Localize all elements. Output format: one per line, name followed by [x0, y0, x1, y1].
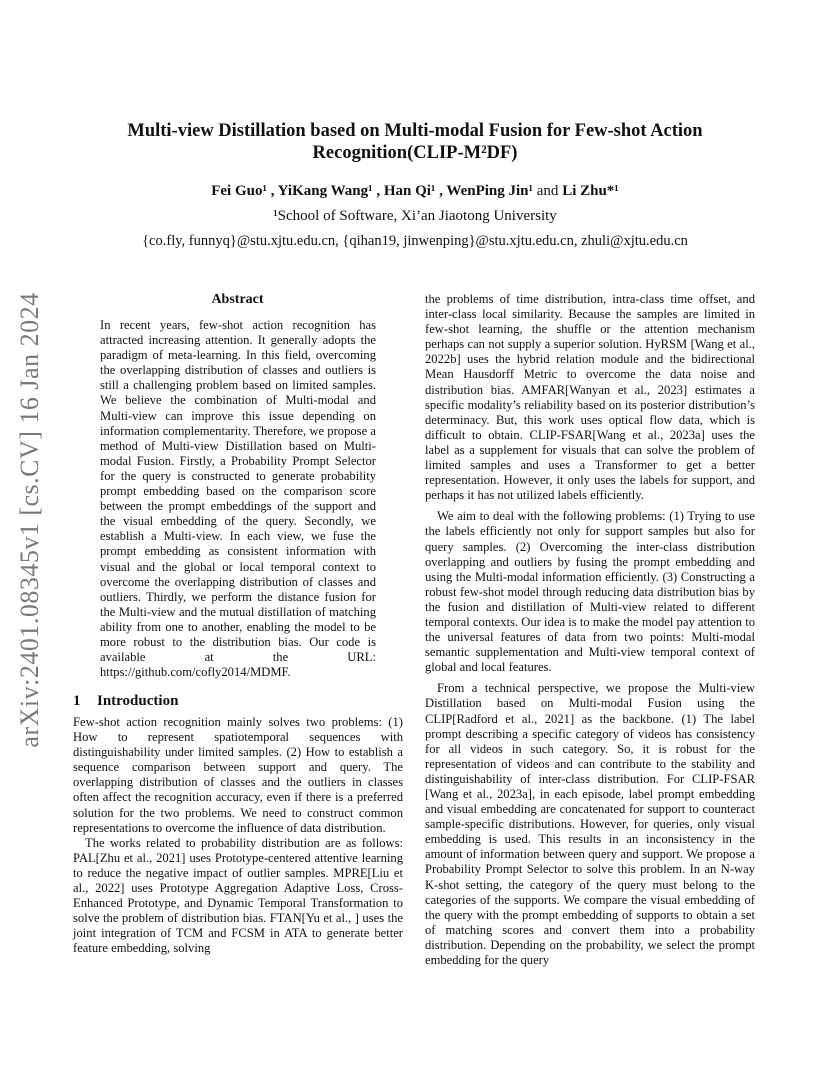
introduction-left-column: [73, 715, 403, 957]
section-number: 1: [73, 693, 81, 709]
paper-title: [90, 120, 740, 164]
intro-paragraph-2: The works related to probability distribution are as follows: PAL[Zhu et al., 2021] uses Prototype-centered attentive learning to reduce the negative impact of outlier samples. MPRE[Liu et al., 2022] uses Prototype Aggregation Adaptive Loss, Cross-Enhanced Prototype, and Dynamic Temporal Transformation to solve the problem of distribution bias. FTAN[Yu et al., ] uses the joint integration of TCM and FCSM in ATA to generate better feature embedding, solving: [73, 835, 403, 956]
title-line-2: Recognition(CLIP-M²DF): [312, 143, 518, 163]
abstract-body: In recent years, few-shot action recognition has attracted increasing attention. It generally adopts the paradigm of meta-learning. In this field, overcoming the overlapping distribution of classes and outliers is still a challenging problem based on limited samples. We believe the combination of Multi-modal and Multi-view can improve this issue depending on information complementarity. Therefore, we propose a method of Multi-view Distillation based on Multi-modal Fusion. Firstly, a Probability Prompt Selector for the query is constructed to generate probability prompt embedding based on the comparison score between the prompt embeddings of the support and the visual embedding of the query. Secondly, we establish a Multi-view. In each view, we fuse the prompt embedding as consistent information with visual and the global or local temporal context to overcome the overlapping distribution of classes and outliers. Thirdly, we perform the distance fusion for the Multi-view and the mutual distillation of matching ability from one to another, enabling the model to be more robust to the distribution bias. Our code is available at the URL: https://github.com/cofly2014/MDMF.: [100, 318, 376, 680]
intro-paragraph-1: Few-shot action recognition mainly solves two problems: (1) How to represent spatiotemporal sequences with distinguishability under limited samples. (2) How to establish a sequence comparison between support and query. The overlapping distribution of classes and the outliers in classes often affect the recognition accuracy, even if there is a preferred solution for the two problems. We need to construct common representations to overcome the influence of data distribution.: [73, 715, 403, 835]
affiliation: ¹School of Software, Xi’an Jiaotong University: [273, 208, 557, 224]
abstract-heading: Abstract: [211, 292, 264, 307]
author-list: [90, 183, 740, 200]
section-heading-introduction: [73, 693, 178, 710]
right-paragraph-3: From a technical perspective, we propose the Multi-view Distillation based on Multi-modal Fusion using the CLIP[Radford et al., 2021] as the backbone. (1) The label prompt describing a specific category of videos has consistency for all videos in such category. So, it is robust for the representation of videos and can contribute to the stability and distinguishability of inter-class distribution. For CLIP-FSAR [Wang et al., 2023a], in each episode, label prompt embedding and visual embedding are concatenated for support to counteract sample-specific distributions. However, for queries, only visual embedding is used. This results in an inconsistency in the amount of information between query and support. We propose a Probability Prompt Selector to solve this problem. In an N-way K-shot setting, the category of the query must belong to the categories of the supports. We compare the visual embedding of the query with the prompt embedding of supports to obtain a set of matching scores and convert them into a probability distribution. Depending on the probability, we select the prompt embedding for the query: [425, 681, 755, 968]
author-emails: {co.fly, funnyq}@stu.xjtu.edu.cn, {qihan19, jinwenping}@stu.xjtu.edu.cn, zhuli@xjtu.edu.cn: [142, 233, 688, 249]
title-line-1: Multi-view Distillation based on Multi-modal Fusion for Few-shot Action: [127, 121, 703, 141]
authors-text: Fei Guo¹ , YiKang Wang¹ , Han Qi¹ , WenPing Jin¹: [211, 183, 534, 199]
arxiv-identifier: arXiv:2401.08345v1 [cs.CV] 16 Jan 2024: [15, 292, 44, 748]
right-paragraph-2: We aim to deal with the following problems: (1) Trying to use the labels efficiently not only for support samples but also for query samples. (2) Overcoming the inter-class distribution overlapping and outliers by fusing the prompt embedding and using the Multi-modal information efficiently. (3) Constructing a robust few-shot model through reducing data distribution bias by the fusion and distillation of Multi-view related to different temporal contexts. Our idea is to make the model pay attention to the universal features of data from two points: Multi-modal semantic supplementation and Multi-view temporal context of global and local features.: [425, 509, 755, 675]
section-title: Introduction: [97, 693, 179, 709]
authors-and: and: [536, 183, 559, 199]
corresponding-author: Li Zhu*¹: [562, 183, 619, 199]
arxiv-sidebar-stamp: [6, 290, 54, 750]
right-column: [425, 292, 755, 968]
right-paragraph-1: the problems of time distribution, intra-class time offset, and inter-class local similarity. Because the samples are limited in few-shot learning, the shuffle or the attention mechanism perhaps can not supply a superior solution. HyRSM [Wang et al., 2022b] uses the hybrid relation module and the bidirectional Mean Hausdorff Metric to overcome the data noise and distribution bias. AMFAR[Wanyan et al., 2023] estimates a specific modality’s reliability based on its posterior distribution’s determinacy. But, this work uses optical flow data, which is difficult to obtain. CLIP-FSAR[Wang et al., 2023a] uses the label as a supplement for visuals that can solve the problem of limited samples and uses a Transformer to get a better representation. However, it only uses the labels for support, and perhaps it has not utilized labels efficiently.: [425, 292, 755, 503]
